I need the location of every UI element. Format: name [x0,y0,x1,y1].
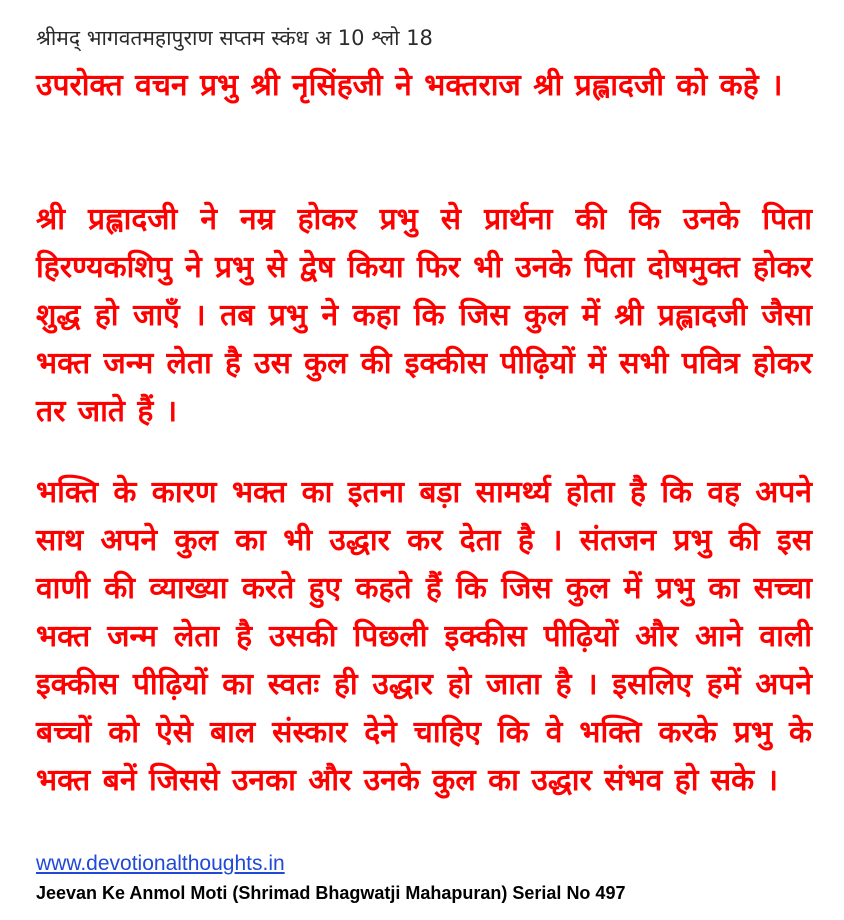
paragraph-prahlad-prayer: श्री प्रह्लादजी ने नम्र होकर प्रभु से प्रार्थना की कि उनके पिता हिरण्यकशिपु ने प्रभु से द्वेष किया फिर भी उनके पिता दोषमुक्त होकर शुद्ध हो जाएँ । तब प्रभु ने कहा कि जिस कुल में श्री प्रह्लादजी जैसा भक्त जन्म लेता है उस कुल की इक्कीस पीढ़ियों में सभी पवित्र होकर तर जाते हैं । [36,202,812,429]
scripture-reference: श्रीमद् भागवतमहापुराण सप्तम स्कंध अ 10 श्लो 18 [36,26,433,50]
paragraph-devotion-power: भक्ति के कारण भक्त का इतना बड़ा सामर्थ्य होता है कि वह अपने साथ अपने कुल का भी उद्धार कर देता है । संतजन प्रभु की इस वाणी की व्याख्या करते हुए कहते हैं कि जिस कुल में प्रभु का सच्चा भक्त जन्म लेता है उसकी पिछली इक्कीस पीढ़ियों और आने वाली इक्कीस पीढ़ियों का स्वतः ही उद्धार हो जाता है । इसलिए हमें अपने बच्चों को ऐसे बाल संस्कार देने चाहिए कि वे भक्ति करके प्रभु के भक्त बनें जिससे उनका और उनके कुल का उद्धार संभव हो सके । [36,475,812,798]
paragraph-intro: उपरोक्त वचन प्रभु श्री नृसिंहजी ने भक्तराज श्री प्रह्लादजी को कहे । [36,68,783,103]
website-link[interactable]: www.devotionalthoughts.in [36,852,285,875]
series-caption: Jeevan Ke Anmol Moti (Shrimad Bhagwatji Mahapuran) Serial No 497 [36,883,626,903]
